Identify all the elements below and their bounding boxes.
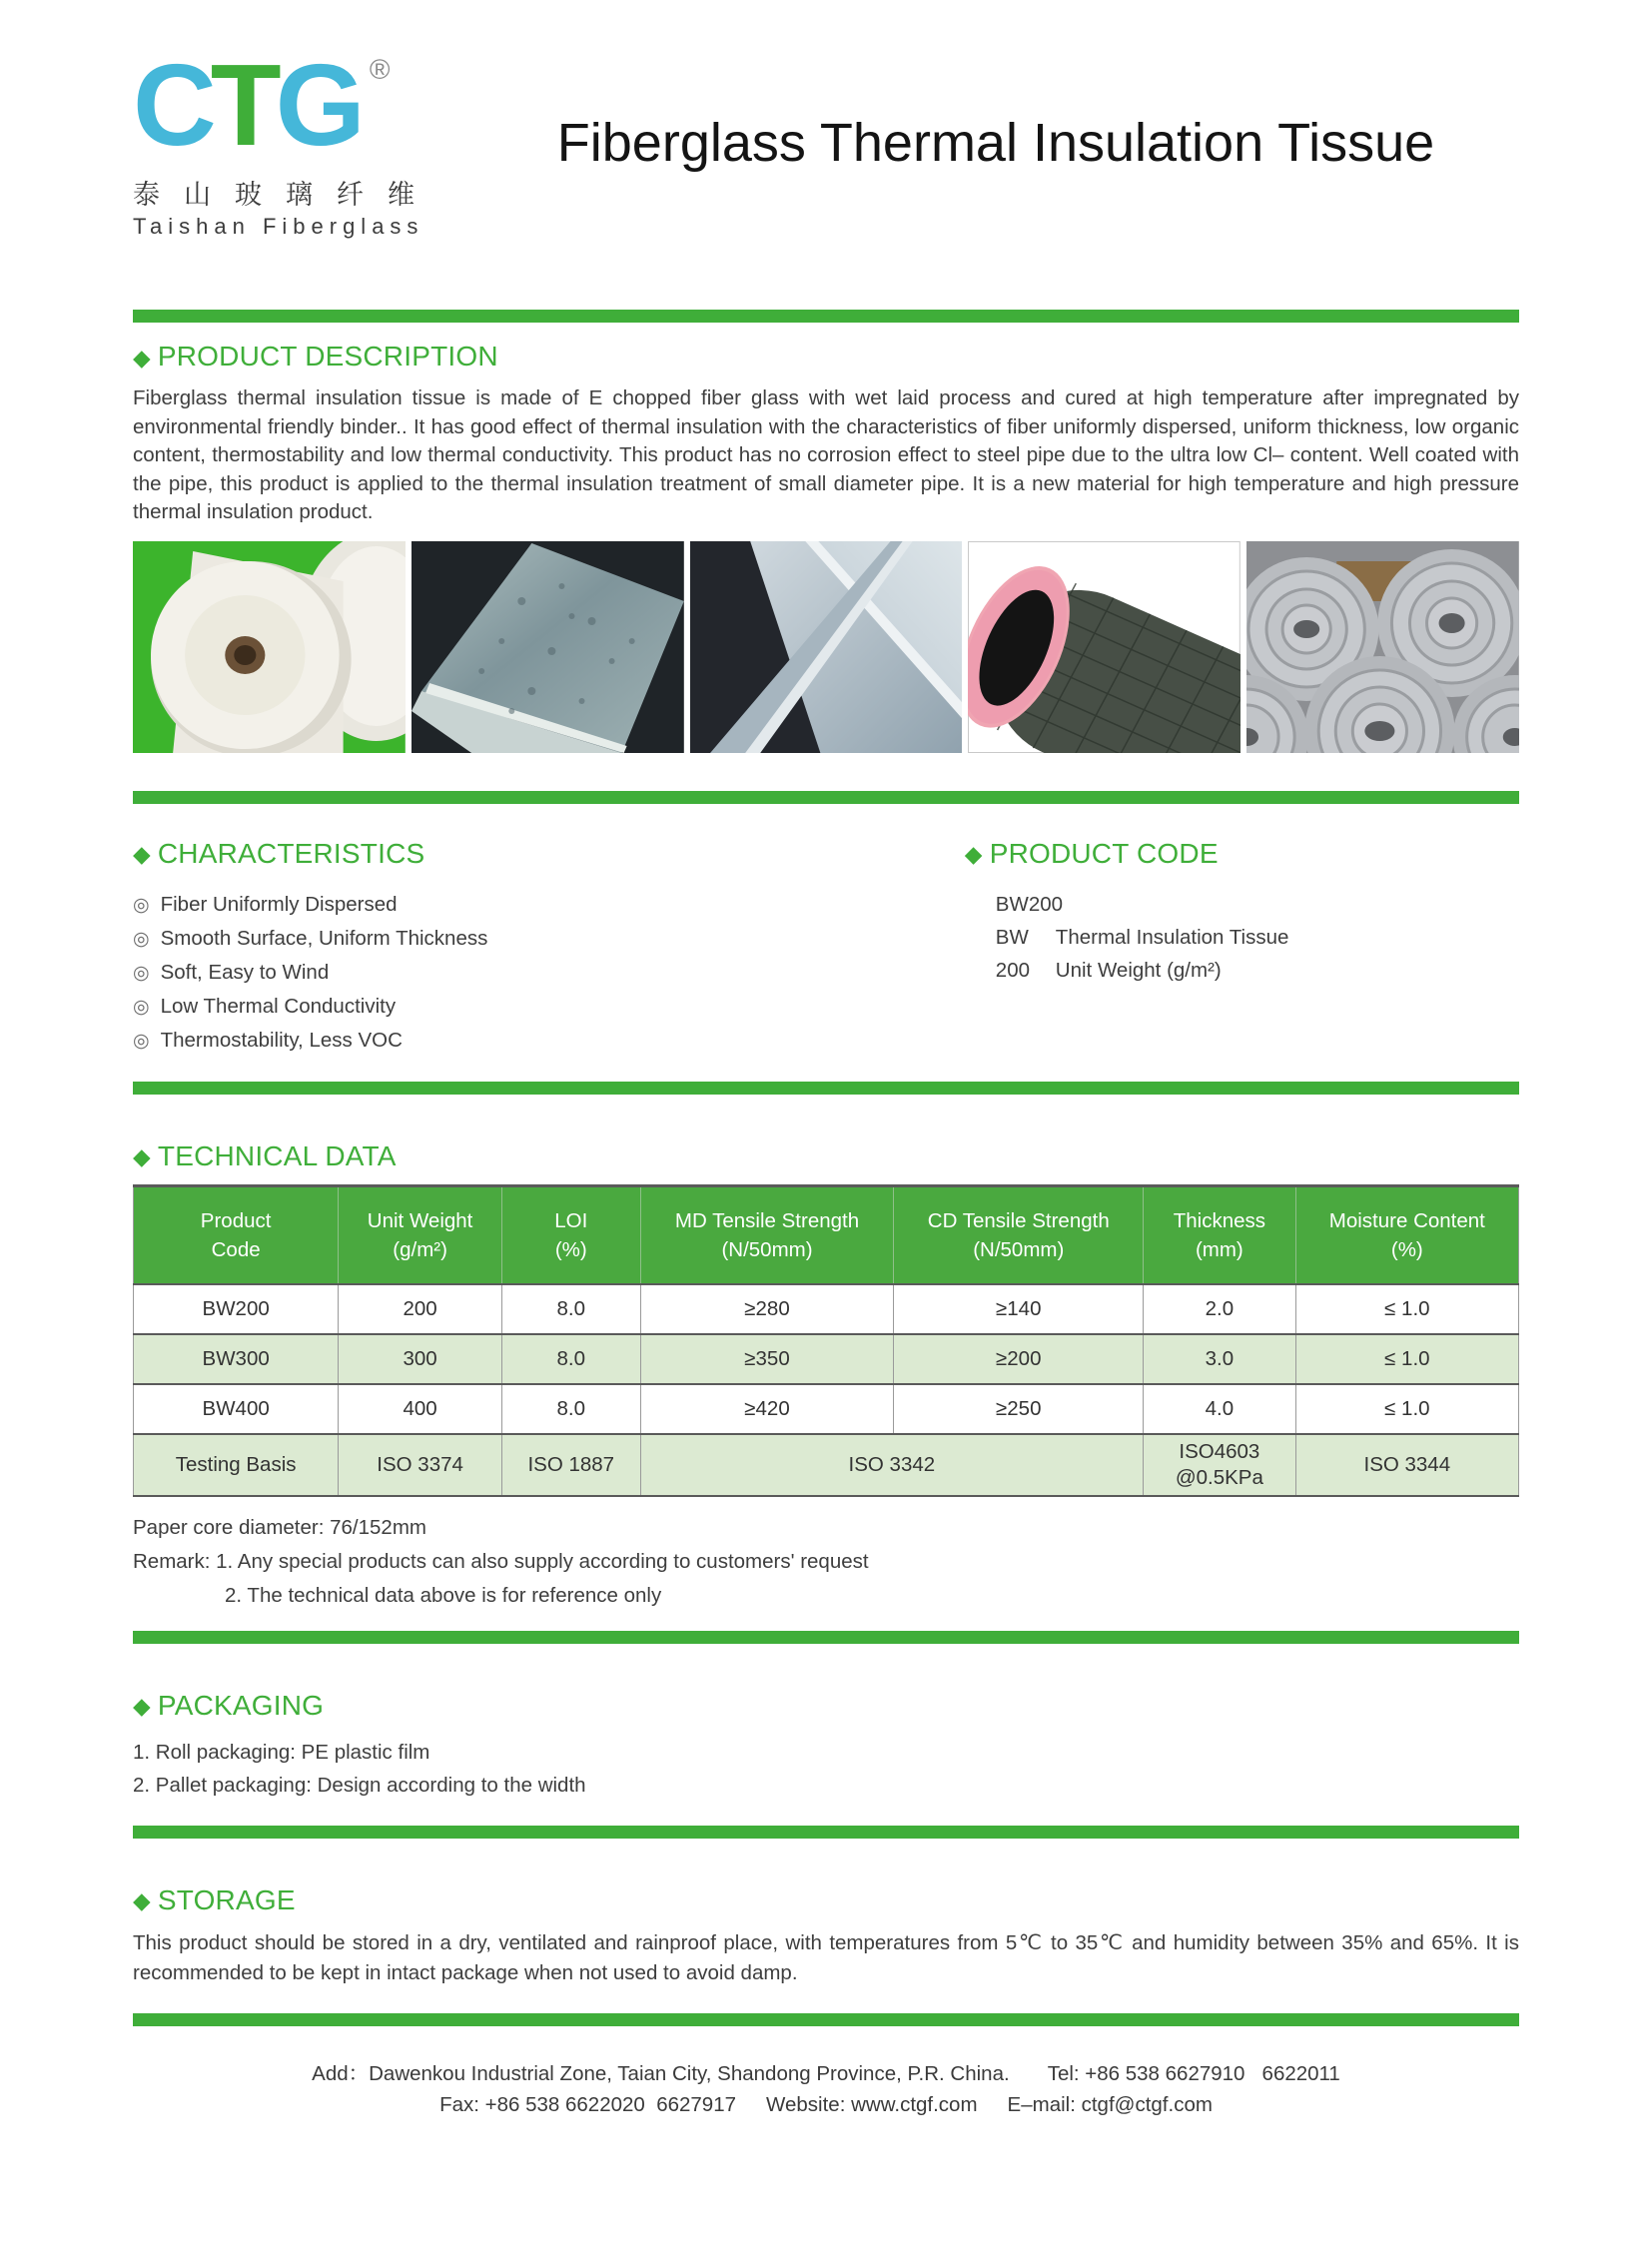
table-cell: 300 [339,1334,502,1384]
table-cell: ≤ 1.0 [1295,1284,1518,1334]
table-cell: 3.0 [1144,1334,1296,1384]
footer-address: Add：Dawenkou Industrial Zone, Taian City, Shandong Province, P.R. China. [312,2061,1010,2085]
section-header-storage [133,1884,1519,1916]
table-cell: 200 [339,1284,502,1334]
list-item [133,922,965,956]
stacked-rolls-photo [1246,541,1519,753]
column-header: Moisture Content (%) [1295,1185,1518,1284]
table-cell: ISO 3344 [1295,1434,1518,1496]
table-cell: 8.0 [501,1384,640,1434]
testing-thickness-line2: @0.5KPa [1175,1465,1263,1489]
note-remark-1: Remark: 1. Any special products can also supply according to customers' request [133,1549,869,1573]
diamond-icon: ◆ [133,1693,151,1720]
registered-trademark-icon: ® [369,54,391,85]
divider-bar [133,310,1519,323]
column-header: MD Tensile Strength (N/50mm) [640,1185,894,1284]
section-title: PRODUCT CODE [989,837,1219,869]
packaging-item: 2. Pallet packaging: Design according to the width [133,1773,586,1797]
logo-letter-g: G [275,40,360,170]
table-cell: ISO 3374 [339,1434,502,1496]
brand-english-name: Taishan Fiberglass [133,214,424,240]
ring-bullet-icon: ◎ [133,928,150,950]
code-explanation-row [996,954,1519,987]
diamond-icon: ◆ [133,1143,151,1170]
diamond-icon: ◆ [133,1887,151,1914]
section-header-characteristics [133,838,965,870]
column-header: Product Code [134,1185,339,1284]
table-cell: ≥420 [640,1384,894,1434]
table-cell: BW300 [134,1334,339,1384]
code-value: Unit Weight (g/m²) [1055,958,1222,982]
column-header: LOI (%) [501,1185,640,1284]
technical-notes [133,1511,1519,1613]
white-tissue-roll-photo [133,541,406,753]
table-cell: 8.0 [501,1284,640,1334]
table-cell [1144,1434,1296,1496]
section-title: PACKAGING [157,1689,325,1721]
footer-fax: Fax: +86 538 6622020 6627917 [439,2092,737,2116]
diamond-icon: ◆ [133,841,151,868]
section-header-packaging [133,1690,1519,1722]
footer-contact [133,2058,1519,2120]
silver-tissue-sheets-photo [690,541,963,753]
characteristic-text: Smooth Surface, Uniform Thickness [160,926,488,950]
table-cell: BW200 [134,1284,339,1334]
divider-bar [133,1631,1519,1644]
testing-basis-row [134,1434,1519,1496]
product-photos-row [133,541,1519,753]
column-header: Unit Weight (g/m²) [339,1185,502,1284]
divider-bar [133,2013,1519,2026]
table-cell: ISO 1887 [501,1434,640,1496]
footer-email: E–mail: ctgf@ctgf.com [1007,2092,1213,2116]
column-header: Thickness (mm) [1144,1185,1296,1284]
code-key: BW [995,925,1029,949]
section-title: CHARACTERISTICS [157,837,425,869]
table-cell: 4.0 [1144,1384,1296,1434]
code-key: 200 [995,958,1031,982]
table-cell: 8.0 [501,1334,640,1384]
product-code-section [965,838,1519,1058]
section-header-description [133,341,1519,373]
page-title: Fiberglass Thermal Insulation Tissue [556,113,1435,173]
note-remark-2: 2. The technical data above is for reference only [225,1583,662,1607]
footer-tel: Tel: +86 538 6627910 6622011 [1047,2061,1340,2085]
footer-website: Website: www.ctgf.com [766,2092,978,2116]
product-code-value: BW200 [995,892,1064,916]
list-item [133,956,965,990]
logo-letter-c: C [133,40,211,170]
table-cell: ≥250 [894,1384,1144,1434]
list-item [133,1024,965,1058]
table-cell: ≤ 1.0 [1295,1384,1518,1434]
table-cell: ISO 3342 [640,1434,1143,1496]
brand-chinese-name: 泰山玻璃纤维 [133,180,438,211]
table-cell: ≥350 [640,1334,894,1384]
ring-bullet-icon: ◎ [133,894,150,916]
ctg-logo [133,40,360,170]
divider-bar [133,1826,1519,1839]
ring-bullet-icon: ◎ [133,962,150,984]
footer-line-1 [133,2058,1519,2089]
list-item [133,990,965,1024]
code-value: Thermal Insulation Tissue [1055,925,1289,949]
table-cell: ≥280 [640,1284,894,1334]
table-header-row [134,1185,1519,1284]
table-cell: 400 [339,1384,502,1434]
table-row [134,1284,1519,1334]
storage-paragraph: This product should be stored in a dry, ventilated and rainproof place, with temperatures from 5℃ to 35℃ and humidity between 35% and 65%. It is recommended to be kept in intact package when not used to avoid damp. [133,1930,1519,1985]
diamond-icon: ◆ [964,841,983,868]
coated-textured-sheet-photo [412,541,684,753]
table-row [134,1384,1519,1434]
table-cell: ≤ 1.0 [1295,1334,1518,1384]
characteristic-text: Low Thermal Conductivity [160,994,397,1018]
technical-data-table [133,1184,1519,1497]
section-title: STORAGE [157,1883,296,1915]
table-cell: 2.0 [1144,1284,1296,1334]
ring-bullet-icon: ◎ [133,996,150,1018]
characteristics-section [133,838,965,1058]
characteristic-text: Thermostability, Less VOC [160,1028,403,1052]
section-title: PRODUCT DESCRIPTION [157,341,498,373]
table-cell: Testing Basis [134,1434,339,1496]
section-title: TECHNICAL DATA [157,1139,397,1171]
testing-thickness-line1: ISO4603 [1179,1439,1260,1463]
insulated-duct-photo [968,541,1240,753]
ring-bullet-icon: ◎ [133,1030,150,1052]
table-cell: BW400 [134,1384,339,1434]
company-logo [133,40,472,240]
column-header: CD Tensile Strength (N/50mm) [894,1185,1144,1284]
page-header [133,0,1519,240]
section-header-technical-data [133,1140,1519,1172]
logo-letter-t: T [210,40,276,170]
list-item [133,888,965,922]
section-header-product-code [965,838,1519,870]
characteristics-list [133,888,965,1058]
packaging-item: 1. Roll packaging: PE plastic film [133,1740,430,1764]
divider-bar [133,791,1519,804]
table-cell: ≥200 [894,1334,1144,1384]
description-paragraph: Fiberglass thermal insulation tissue is made of E chopped fiber glass with wet laid process and cured at high temperature after impregnated by environmental friendly binder.. It has good effect of thermal insulation with the characteristics of fiber uniformly dispersed, uniform thickness, low organic content, thermostability and low thermal conductivity. This product has no corrosion effect to steel pipe due to the ultra low Cl– content. Well coated with the pipe, this product is applied to the thermal insulation treatment of small diameter pipe. It is a new material for high temperature and high pressure thermal insulation product. [133,386,1519,524]
code-explanation-row [996,921,1519,954]
divider-bar [133,1082,1519,1095]
diamond-icon: ◆ [133,344,151,371]
footer-line-2 [133,2089,1519,2120]
characteristic-text: Soft, Easy to Wind [160,960,330,984]
characteristic-text: Fiber Uniformly Dispersed [160,892,398,916]
table-row [134,1334,1519,1384]
table-cell: ≥140 [894,1284,1144,1334]
note-core-diameter: Paper core diameter: 76/152mm [133,1515,426,1539]
packaging-list [133,1736,1519,1802]
